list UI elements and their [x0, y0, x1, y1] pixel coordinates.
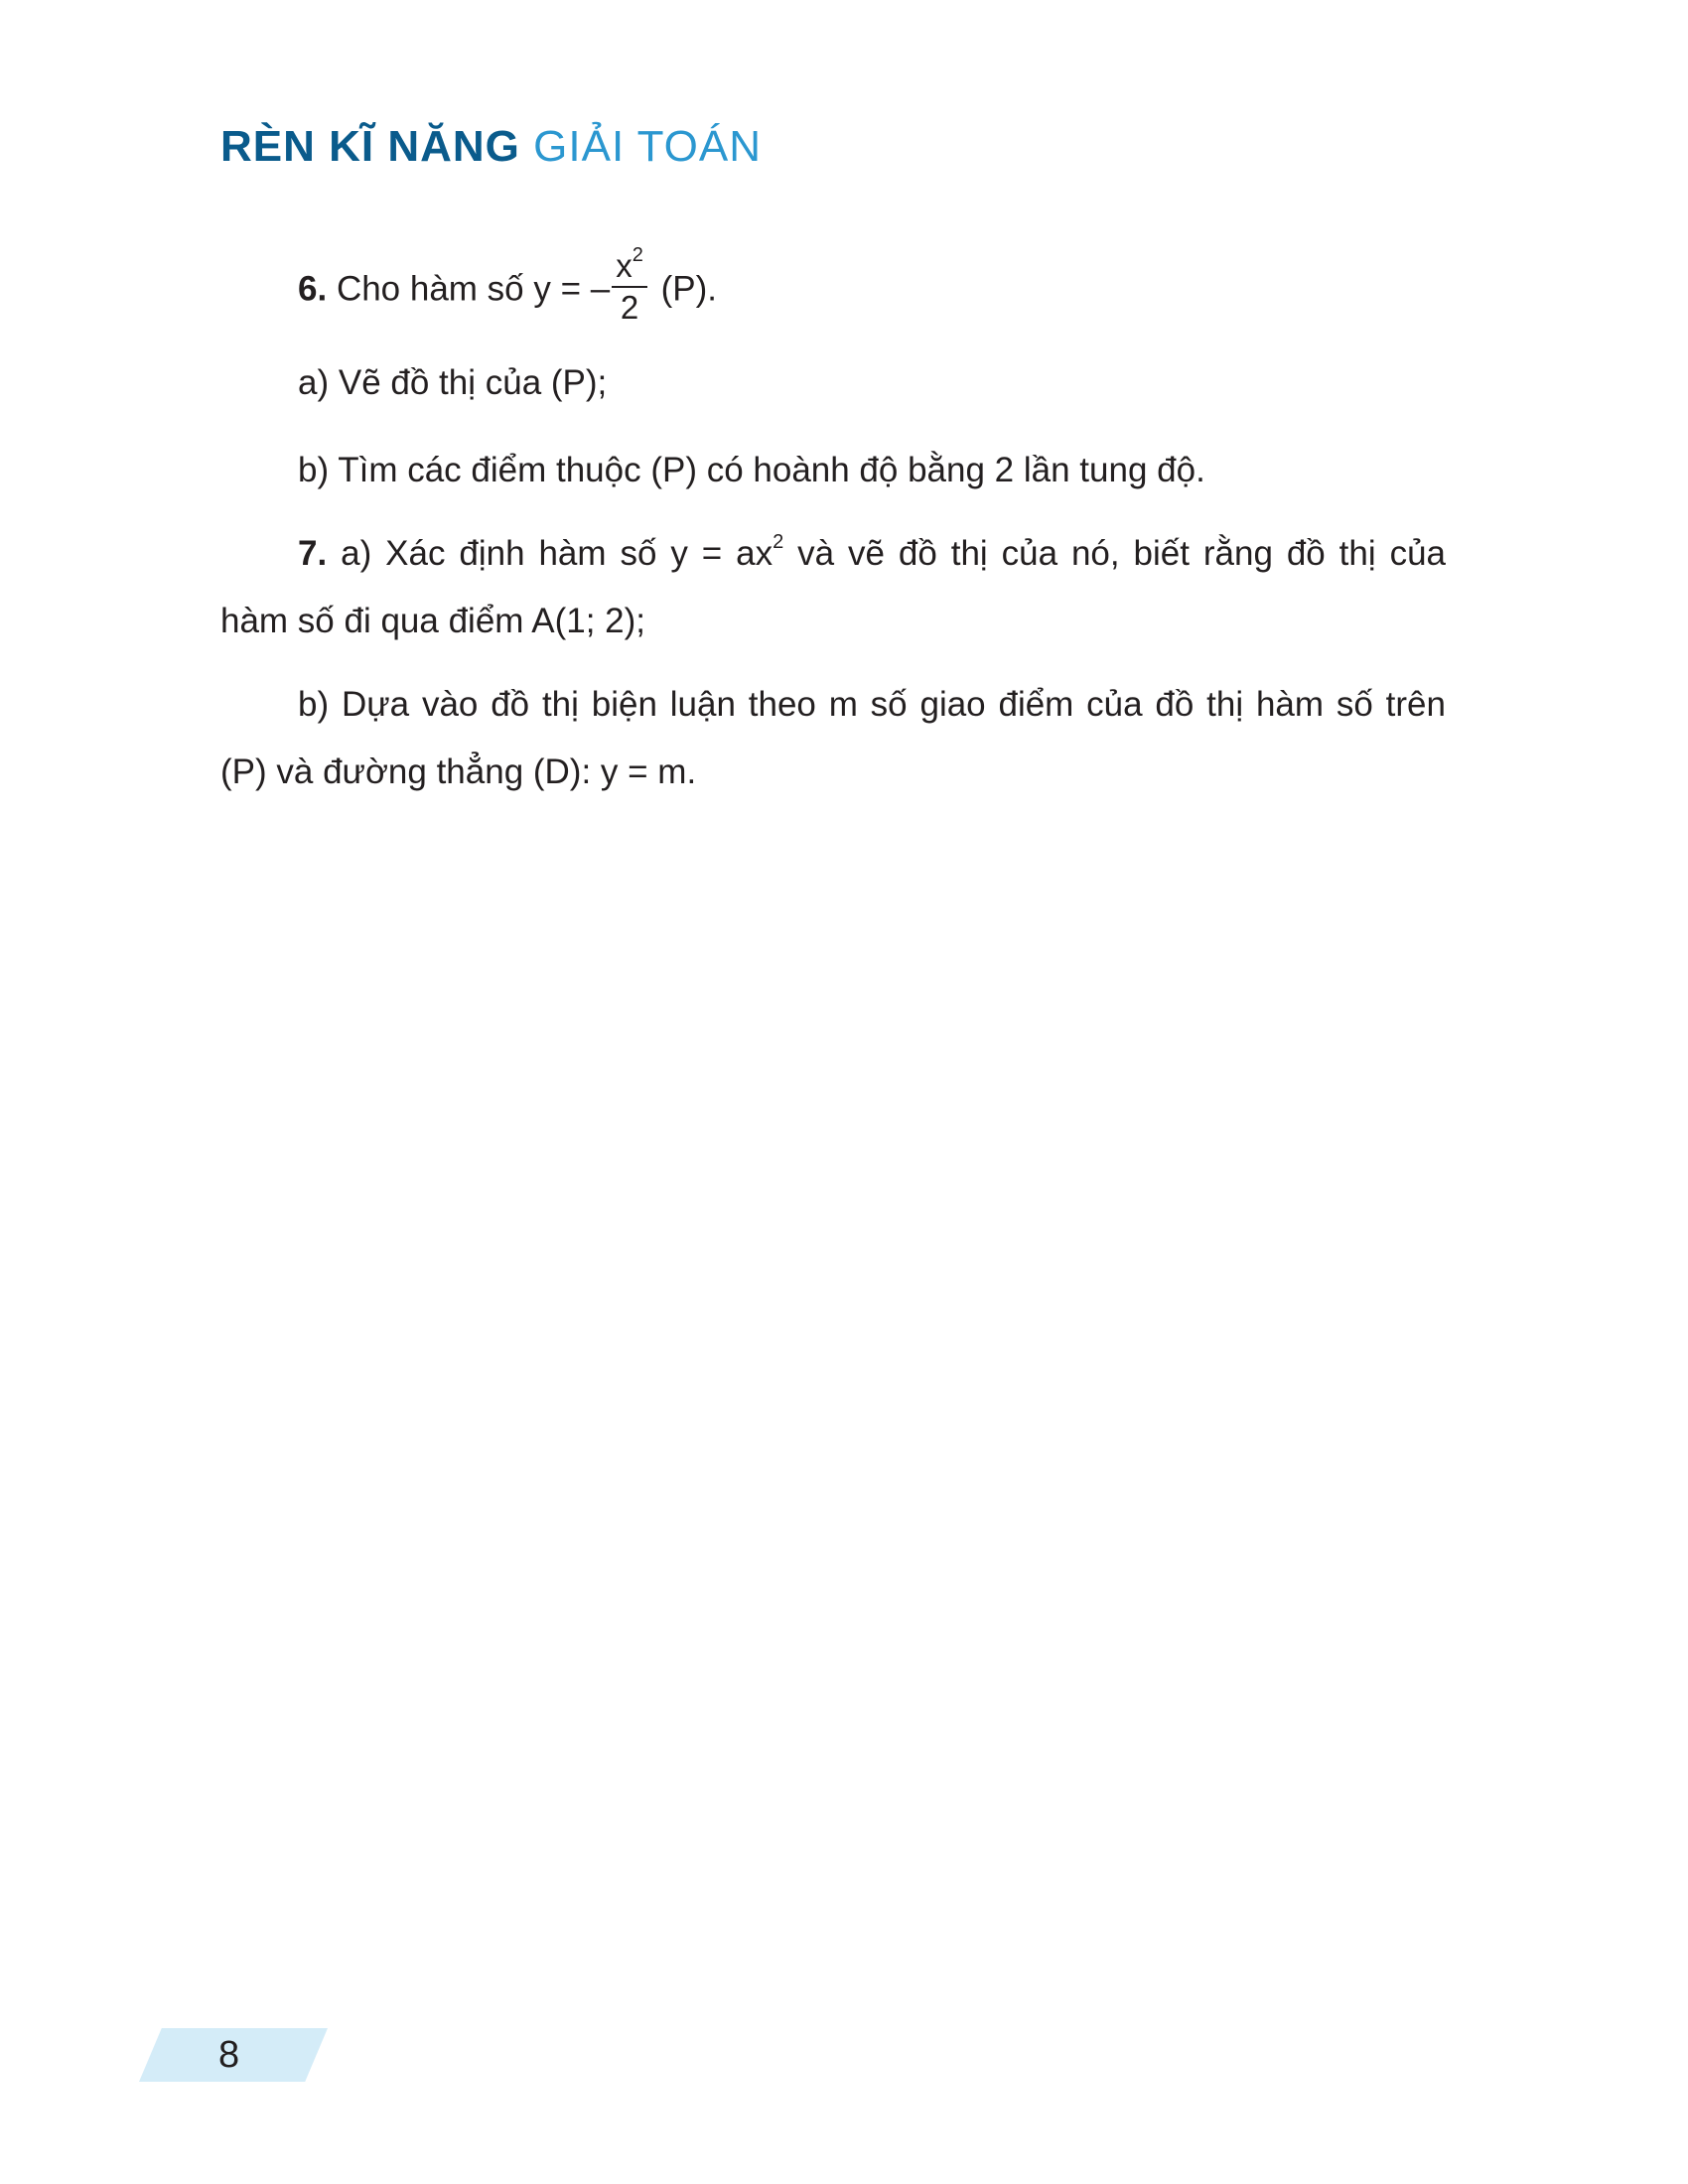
problem-6-part-a: a) Vẽ đồ thị của (P); [298, 363, 608, 402]
problem-7-a-before: a) Xác định hàm số y = ax [341, 534, 774, 573]
problem-6-intro: Cho hàm số y = – [336, 269, 611, 309]
header-light-text: GIẢI TOÁN [533, 122, 763, 171]
fraction-numerator [612, 246, 647, 288]
page-number: 8 [218, 2034, 240, 2076]
numerator-exponent: 2 [632, 244, 643, 266]
problem-6-number: 6. [298, 269, 328, 309]
problem-7-number: 7. [298, 534, 328, 573]
fraction-denominator: 2 [620, 289, 639, 326]
problem-7-part-a-line-2: hàm số đi qua điểm A(1; 2); [220, 602, 645, 640]
problem-6-after: (P). [660, 269, 717, 309]
problem-7-part-b-line-2: (P) và đường thẳng (D): y = m. [220, 752, 697, 791]
problem-7-a-after: và vẽ đồ thị của nó, biết rằng đồ thị của [783, 534, 1446, 573]
problem-6-statement [298, 244, 717, 332]
problem-7-part-b-line-1: b) Dựa vào đồ thị biện luận theo m số giao điểm của đồ thị hàm số trên [298, 685, 1446, 724]
header-bold-text: RÈN KĨ NĂNG [220, 122, 520, 171]
fraction [612, 246, 647, 328]
problem-7-a-exponent: 2 [773, 531, 784, 554]
problem-7-part-a-line-1 [298, 532, 1446, 576]
problem-6-part-b: b) Tìm các điểm thuộc (P) có hoành độ bằng 2 lần tung độ. [298, 451, 1205, 489]
numerator-base: x [616, 247, 633, 284]
page-header [220, 117, 762, 177]
